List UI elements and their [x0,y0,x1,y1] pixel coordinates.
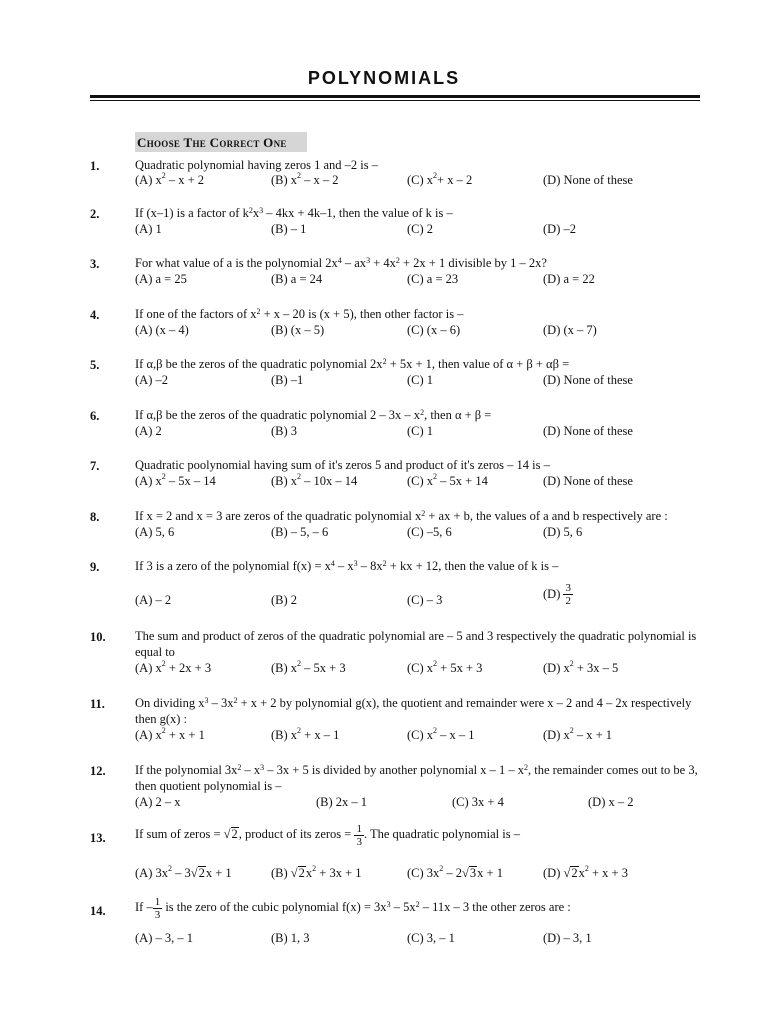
question-number: 3. [90,257,100,271]
option-b: (B) –1 [271,373,304,387]
question-number: 2. [90,207,100,221]
option-b: (B) 3 [271,424,298,438]
option-a: (A) 2 [135,424,162,438]
question-number: 1. [90,159,100,173]
option-b: (B) – 5, – 6 [271,525,329,539]
option-c: (C) 3, – 1 [407,931,455,945]
option-a: (A) $x^2 - x + 2$ [135,171,205,187]
option-a: (A) $3x^2 - 3√2x + 1$ [135,864,232,880]
question-number: 6. [90,409,100,423]
option-d: (D) $√2x^2 + x + 3$ [543,864,628,880]
question-stem: If α,β be the zeros of the quadratic polynomial $2 - 3x - x^2$, then α + β = [135,408,492,422]
option-d: (D) $x^2 - x + 1$ [543,726,613,742]
option-b: (B) $x^2$ – x – 2 [271,171,339,187]
question-stem: For what value of a is the polynomial $2x^4 - ax^3 + 4x^2 + 2x + 1$ divisible by 1 – 2x? [135,256,547,270]
section-heading: Choose The Correct One [135,132,307,152]
question-number: 5. [90,358,100,372]
option-b: (B) $x^2 - 10x - 14$ [271,472,358,488]
question-number: 13. [90,831,106,845]
question-stem: The sum and product of zeros of the quadratic polynomial are – 5 and 3 respectively the quadratic polynomial is equal to [135,629,697,659]
option-c: (C) $x^2 + 5x + 3$ [407,659,483,675]
option-d: (D) None of these [543,474,633,488]
question-number: 9. [90,560,100,574]
option-d: (D) None of these [543,424,633,438]
question-stem: If α,β be the zeros of the quadratic polynomial $2x^2 + 5x + 1$, then value of α + β + αβ = [135,357,570,371]
option-b: (B) 1, 3 [271,931,310,945]
option-c: (C) – 3 [407,593,443,607]
option-d: (D) – 3, 1 [543,931,592,945]
option-b: (B) $√2x^2 + 3x + 1$ [271,864,362,880]
question-number: 12. [90,764,106,778]
option-d: (D) –2 [543,222,576,236]
question-stem: Quadratic polynomial having zeros 1 and –2 is – [135,158,378,172]
option-b: (B) $x^2 - 5x + 3$ [271,659,346,675]
option-a: (A) (x – 4) [135,323,189,337]
question-stem: If (x–1) is a factor of $k^2x^3 - 4kx + 4k-1$, then the value of k is – [135,206,453,220]
question-number: 8. [90,510,100,524]
option-d: (D) x – 2 [588,795,634,809]
question-stem: Quadratic poolynomial having sum of it's zeros 5 and product of it's zeros – 14 is – [135,458,550,472]
title-rule-thick [90,95,700,98]
page-title: POLYNOMIALS [307,68,461,88]
option-b: (B) (x – 5) [271,323,325,337]
question-number: 11. [90,697,105,711]
option-c: (C) $x^2+ x - 2$ [407,171,473,187]
option-d: (D) None of these [543,373,633,387]
fraction: $\frac{1}{3}$ [154,895,161,921]
option-c: (C) 1 [407,373,434,387]
fraction: $\frac{1}{3}$ [356,822,362,848]
option-a: (A) 1 [135,222,162,236]
option-c: (C) –5, 6 [407,525,452,539]
option-b: (B) 2 [271,593,298,607]
question-number: 14. [90,904,106,918]
option-d: (D) $\frac{3}{2}$ [543,582,571,607]
question-stem: If 3 is a zero of the polynomial $f(x) = x^4 - x^3 - 8x^2$ + kx + 12, then the value of k is – [135,559,559,573]
question-stem: If x = 2 and x = 3 are zeros of the quadratic polynomial $x^2$ + ax + b, the values of a and b respectively are : [135,509,668,523]
fraction: $\frac{3}{2}$ [565,582,571,607]
option-c: (C) a = 23 [407,272,459,286]
option-c: (C) (x – 6) [407,323,461,337]
option-a: (A) 5, 6 [135,525,175,539]
option-c: (C) $3x^2 - 2√3x + 1$ [407,864,503,880]
question-stem: On dividing $x^3 - 3x^2 + x + 2$ by polynomial g(x), the quotient and remainder were x – 2 and 4 – 2x respectively then g(x) : [135,696,692,726]
question-stem: If – $\frac{1}{3}$ is the zero of the cubic polynomial $f(x) = 3x^3 - 5x^2 - 11x - 3$ the other zeros are : [135,895,571,921]
option-a: (A) $x^2 - 5x - 14$ [135,472,216,488]
option-a: (A) – 2 [135,593,172,607]
option-b: (B) a = 24 [271,272,323,286]
option-b: (B) – 1 [271,222,307,236]
option-a: (A) – 3, – 1 [135,931,193,945]
option-c: (C) 2 [407,222,434,236]
option-d: (D) (x – 7) [543,323,597,337]
option-c: (C) 3x + 4 [452,795,504,809]
title-rule-thin [90,100,700,101]
option-b: (B) 2x – 1 [316,795,368,809]
option-a: (A) a = 25 [135,272,187,286]
question-number: 7. [90,459,100,473]
question-stem: If one of the factors of $x^2 + x - 20$ is (x + 5), then other factor is – [135,307,464,321]
option-a: (A) $x^2 + x + 1$ [135,726,205,742]
option-d: (D) 5, 6 [543,525,583,539]
question-stem: If the polynomial $3x^2 - x^3 - 3x + 5$ is divided by another polynomial x – $1 - x^2$, the remainder comes out to be 3, then quotient polynomial is – [135,763,698,793]
option-d: (D) a = 22 [543,272,595,286]
option-d: (D) $x^2 + 3x - 5$ [543,659,619,675]
option-c: (C) $x^2 - 5x + 14$ [407,472,488,488]
question-number: 10. [90,630,106,644]
question-number: 4. [90,308,100,322]
option-a: (A) 2 – x [135,795,181,809]
question-stem: If sum of zeros = √2, product of its zeros = $\frac{1}{3}$ . The quadratic polynomial is – [135,822,520,848]
option-c: (C) 1 [407,424,434,438]
option-a: (A) –2 [135,373,168,387]
option-b: (B) $x^2 + x - 1$ [271,726,340,742]
option-d: (D) None of these [543,173,633,187]
option-c: (C) $x^2$ – x – 1 [407,726,475,742]
option-a: (A) $x^2 + 2x + 3$ [135,659,212,675]
